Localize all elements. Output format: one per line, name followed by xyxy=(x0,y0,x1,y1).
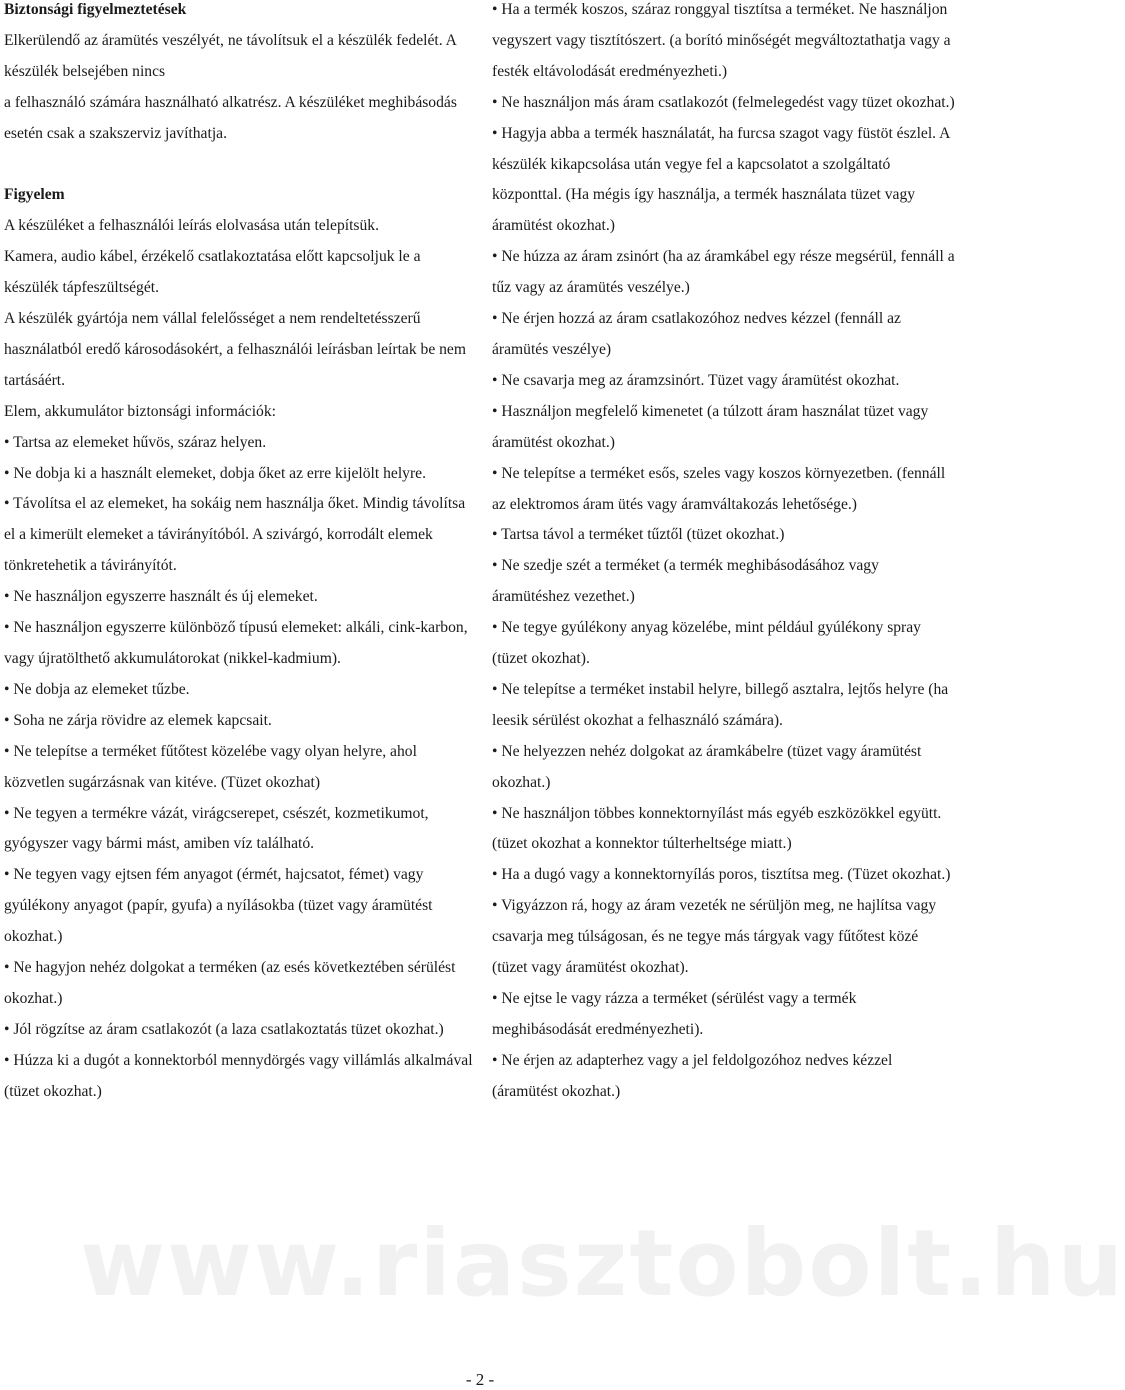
list-item: • Ne tegyen vagy ejtsen fém anyagot (érmét, hajcsatot, fémet) vagy gyúlékony anyagot (papír, gyufa) a nyílásokba (tüzet vagy áramütést okozhat.) xyxy=(4,866,433,946)
list-item: • Távolítsa el az elemeket, ha sokáig nem használja őket. Mindig távolítsa el a kimerült elemeket a távirányítóból. A szivárgó, korrodált elemek tönkretehetik a távirányítót. xyxy=(4,495,466,575)
list-item: • Ne tegye gyúlékony anyag közelébe, mint például gyúlékony spray (tüzet okozhat). xyxy=(492,619,921,668)
list-item: • Ne telepítse a terméket fűtőtest közelébe vagy olyan helyre, ahol közvetlen sugárzásnak van kitéve. (Tüzet okozhat) xyxy=(4,742,417,791)
list-item: • Ne csavarja meg az áramzsinórt. Tüzet vagy áramütést okozhat. xyxy=(492,371,900,389)
list-item: • Ne dobja ki a használt elemeket, dobja őket az erre kijelölt helyre. xyxy=(4,464,426,482)
list-item: • Ne érjen hozzá az áram csatlakozóhoz nedves kézzel (fennáll az áramütés veszélye) xyxy=(492,310,901,358)
section-heading: Figyelem xyxy=(4,186,65,204)
page-number: - 2 - xyxy=(465,1370,495,1389)
list-item: • Ne tegyen a termékre vázát, virágcserepet, csészét, kozmetikumot, gyógyszer vagy bármi mást, amiben víz található. xyxy=(4,804,429,853)
list-item: • Ne ejtse le vagy rázza a terméket (sérülést vagy a termék meghibásodását eredményezheti). xyxy=(492,990,857,1038)
list-item: • Húzza ki a dugót a konnektorból mennydörgés vagy villámlás alkalmával (tüzet okozhat.) xyxy=(4,1051,473,1100)
paragraph: Elkerülendő az áramütés veszélyét, ne távolítsuk el a készülék fedelét. A készülék belsejében nincs xyxy=(4,31,457,80)
paragraph: A készülék gyártója nem vállal felelősséget a nem rendeltetésszerű használatból eredő károsodásokért, a felhasználói leírásban leírtak be nem tartásáért. xyxy=(4,310,466,389)
list-item: • Ha a termék koszos, száraz ronggyal tisztítsa a terméket. Ne használjon vegyszert vagy tisztítószert. (a borító minőségét megváltoztathatja vagy a festék eltávolodását eredményezheti.) xyxy=(492,1,951,80)
list-item: • Ne helyezzen nehéz dolgokat az áramkábelre (tüzet vagy áramütést okozhat.) xyxy=(492,742,922,791)
list-item: • Ne szedje szét a terméket (a termék meghibásodásához vagy áramütéshez vezethet.) xyxy=(492,557,879,606)
list-item: • Tartsa az elemeket hűvös, száraz helyen. xyxy=(4,433,267,451)
list-item: • Tartsa távol a terméket tűztől (tüzet okozhat.) xyxy=(492,526,785,544)
list-item: • Hagyja abba a termék használatát, ha furcsa szagot vagy füstöt észlel. A készülék kikapcsolása után vegye fel a kapcsolatot a szolgáltató központtal. (Ha mégis így használja, a termék használata tüzet vagy áramütést okozhat.) xyxy=(492,124,950,235)
list-item: • Ne telepítse a terméket esős, szeles vagy koszos környezetben. (fennáll az elektromos áram ütés vagy áramváltakozás lehetősége.) xyxy=(492,464,946,513)
paragraph: A készüléket a felhasználói leírás elolvasása után telepítsük. xyxy=(4,217,379,235)
list-item: • Ne dobja az elemeket tűzbe. xyxy=(4,680,190,698)
list-item: • Használjon megfelelő kimenetet (a túlzott áram használat tüzet vagy áramütést okozhat.) xyxy=(492,402,929,451)
list-item: • Ne használjon más áram csatlakozót (felmelegedést vagy tüzet okozhat.) xyxy=(492,93,955,111)
list-item: • Ne használjon egyszerre különböző típusú elemeket: alkáli, cink-karbon, vagy újratölthető akkumulátorokat (nikkel-kadmium). xyxy=(4,619,468,668)
right-column xyxy=(492,0,956,1108)
list-item: • Soha ne zárja rövidre az elemek kapcsait. xyxy=(4,711,272,729)
watermark-logo: www.riasztobolt.hu xyxy=(80,1210,1125,1317)
list-item: • Jól rögzítse az áram csatlakozót (a laza csatlakoztatás tüzet okozhat.) xyxy=(4,1020,444,1038)
list-item: • Ne használjon egyszerre használt és új elemeket. xyxy=(4,588,318,606)
list-item: • Ha a dugó vagy a konnektornyílás poros, tisztítsa meg. (Tüzet okozhat.) xyxy=(492,866,951,884)
paragraph: Kamera, audio kábel, érzékelő csatlakoztatása előtt kapcsoljuk le a készülék tápfeszültségét. xyxy=(4,248,421,297)
paragraph: a felhasználó számára használható alkatrész. A készüléket meghibásodás esetén csak a szakszerviz javíthatja. xyxy=(4,93,457,142)
list-item: • Ne hagyjon nehéz dolgokat a terméken (az esés következtében sérülést okozhat.) xyxy=(4,959,456,1007)
list-item: • Ne használjon többes konnektornyílást más egyéb eszközökkel együtt. (tüzet okozhat a konnektor túlterheltsége miatt.) xyxy=(492,804,942,853)
list-item: • Vigyázzon rá, hogy az áram vezeték ne sérüljön meg, ne hajlítsa vagy csavarja meg túlságosan, és ne tegye más tárgyak vagy fűtőtest közé (tüzet vagy áramütést okozhat). xyxy=(492,897,937,977)
left-column xyxy=(4,0,474,1108)
section-heading: Biztonsági figyelmeztetések xyxy=(4,1,187,18)
list-item: • Ne érjen az adapterhez vagy a jel feldolgozóhoz nedves kézzel (áramütést okozhat.) xyxy=(492,1051,893,1100)
paragraph: Elem, akkumulátor biztonsági információk: xyxy=(4,402,276,420)
list-item: • Ne húzza az áram zsinórt (ha az áramkábel egy része megsérül, fennáll a tűz vagy az áramütés veszélye.) xyxy=(492,248,955,297)
list-item: • Ne telepítse a terméket instabil helyre, billegő asztalra, lejtős helyre (ha leesik sérülést okozhat a felhasználó számára). xyxy=(492,680,949,729)
